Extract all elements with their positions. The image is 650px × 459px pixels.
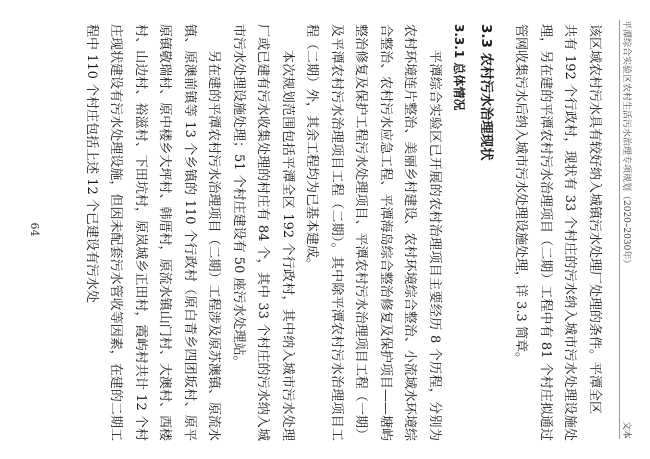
paragraph-continued-line: 该区域农村污水具有较好纳入城镇污水处理厂处理的条件。平潭全区 <box>587 24 602 415</box>
running-header <box>619 20 636 439</box>
section-heading: 3.3 农村污水治理现状 <box>478 24 494 161</box>
header-document-title: 平潭综合实验区农村生活污水治理专项规划（2020–2030年） <box>621 20 631 269</box>
paragraph-project-history: 平潭综合实验区已开展的农村治理项目主要经历 8 个历程，分别为农村环境连片整治、美丽乡村建设、农村环境综合整治、小流域水环境综合整治、农村污水应急工程、平潭海岛综合整治修复及保护项目——塘屿整治修复及保护工程污水处理项目、平潭农村污水治理项目工程（一期）及平潭农村污水治理项目工程（二期）。其中除平潭农村污水治理项目工程（二期）外，其余工程均为已基本建成。 <box>304 24 442 441</box>
subsection-heading: 3.3.1 总体情况 <box>452 24 466 111</box>
page-body <box>46 24 606 441</box>
paragraph-planning-scope: 本次规划范围包括平潭全区 192 个行政村，其中纳入城市污水处理厂或已建有污水收集处理的村庄有 84 个，其中 33 个村庄的污水纳入城市污水处理设施处理；51 个村庄建设有 50 座污水处理站。 <box>231 24 295 441</box>
page-number: 64 <box>28 222 41 237</box>
paragraph-current-status: 共有 192 个行政村，现状有 33 个村庄的污水纳入城市污水处理设施处理，另在建的平潭农村污水治理项目（二期）工程中有 81 个村庄拟通过管网收集污水后纳入城市污水处理设施处理，详 3.3 简章。 <box>513 24 578 441</box>
header-section-label: 文本 <box>621 420 631 439</box>
paragraph-phase-two-project: 另在建的平潭农村污水治理项目（二期）工程涉及原苏澳镇、原流水镇、原澳前镇等 13 个乡镇的 110 个行政村（原白青乡四团坂村、原平原镇敬瑞村、原中楼乡大坪村、韩厝村，原流水镇山门村、大澳村、西楼村、山边村、裕滋村、下田坑村，原岚城乡正田村，霞屿村共计 12 个村庄现状建设有污水处理设施，但因未配套污水管收等因素，在建的二期工程中 110 个村庄包括上述 12 个已建设有污水处 <box>84 24 222 441</box>
